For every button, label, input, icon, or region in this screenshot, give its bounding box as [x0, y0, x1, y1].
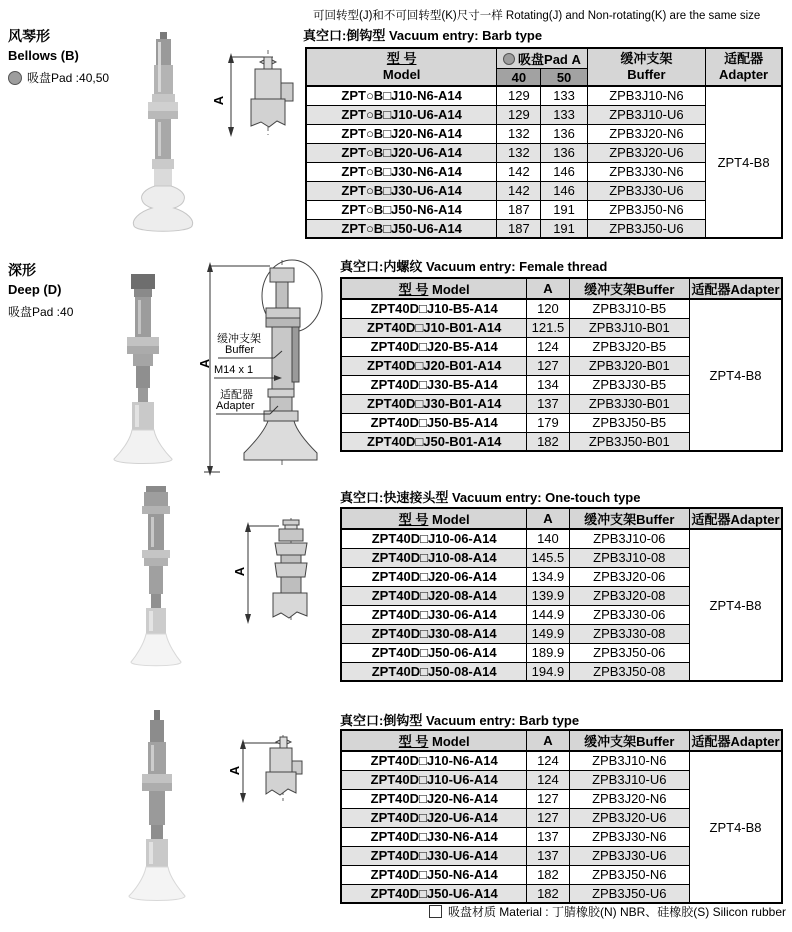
col-header-model: 型 号 Model — [341, 278, 527, 299]
cell-buffer: ZPB3J30-U6 — [587, 181, 705, 200]
cell-buffer: ZPB3J10-U6 — [569, 770, 690, 789]
table-one-touch — [340, 507, 783, 682]
product-photo-bellows — [128, 30, 198, 236]
cell-a: 137 — [527, 827, 569, 846]
cell-a: 145.5 — [527, 548, 569, 567]
col-header-adapter: 适配器 Adapter — [706, 48, 782, 86]
cell-model: ZPT○B□J10-U6-A14 — [306, 105, 497, 124]
table-row — [341, 299, 782, 318]
cell-model: ZPT40D□J10-06-A14 — [341, 529, 527, 548]
table-barb-bellows — [305, 47, 783, 239]
cell-a40: 142 — [497, 181, 541, 200]
pad-size-text: 吸盘Pad :40,50 — [27, 71, 110, 85]
cell-buffer: ZPB3J50-B01 — [569, 432, 690, 451]
cell-buffer: ZPB3J10-06 — [569, 529, 690, 548]
cell-buffer: ZPB3J20-U6 — [587, 143, 705, 162]
cell-model: ZPT40D□J20-B5-A14 — [341, 337, 527, 356]
cell-a50: 133 — [541, 105, 587, 124]
product-photo-one-touch — [130, 486, 182, 686]
cell-model: ZPT40D□J30-06-A14 — [341, 605, 527, 624]
cell-a: 134.9 — [527, 567, 569, 586]
cell-a: 140 — [527, 529, 569, 548]
cell-buffer: ZPB3J50-06 — [569, 643, 690, 662]
cell-a: 134 — [527, 375, 569, 394]
cell-model: ZPT40D□J30-B01-A14 — [341, 394, 527, 413]
cell-buffer: ZPB3J20-N6 — [569, 789, 690, 808]
cell-buffer: ZPB3J10-B01 — [569, 318, 690, 337]
cell-model: ZPT40D□J10-U6-A14 — [341, 770, 527, 789]
material-square-icon — [429, 905, 442, 918]
material-note-text: 吸盘材质 Material : 丁腈橡胶(N) NBR、硅橡胶(S) Silicon rubber — [447, 905, 786, 919]
cell-a: 124 — [527, 770, 569, 789]
cell-buffer: ZPB3J20-N6 — [587, 124, 705, 143]
cell-a: 120 — [527, 299, 569, 318]
cell-model: ZPT○B□J50-N6-A14 — [306, 200, 497, 219]
cell-model: ZPT40D□J20-U6-A14 — [341, 808, 527, 827]
col-header-a: A — [527, 278, 569, 299]
dim-a-label: A — [197, 358, 213, 369]
cell-a50: 146 — [541, 181, 587, 200]
adapter-value: ZPT4-B8 — [706, 86, 782, 238]
adapter-label-en: Adapter — [216, 400, 255, 412]
cell-model: ZPT40D□J50-U6-A14 — [341, 884, 527, 903]
col-header-adapter: 适配器Adapter — [690, 730, 782, 751]
cell-model: ZPT40D□J20-06-A14 — [341, 567, 527, 586]
cell-buffer: ZPB3J20-B5 — [569, 337, 690, 356]
cell-buffer: ZPB3J50-U6 — [569, 884, 690, 903]
cross-section-drawing-deep — [198, 256, 324, 482]
table-title-barb-bellows: 真空口:倒钩型 Vacuum entry: Barb type — [303, 28, 543, 43]
cell-buffer: ZPB3J30-B01 — [569, 394, 690, 413]
cell-model: ZPT40D□J20-N6-A14 — [341, 789, 527, 808]
cell-a: 127 — [527, 808, 569, 827]
material-note — [340, 903, 786, 920]
cell-buffer: ZPB3J20-B01 — [569, 356, 690, 375]
cell-a40: 129 — [497, 105, 541, 124]
cell-a: 127 — [527, 356, 569, 375]
table-row — [341, 529, 782, 548]
cell-a: 189.9 — [527, 643, 569, 662]
cell-a50: 133 — [541, 86, 587, 105]
table-title-female-thread: 真空口:内螺纹 Vacuum entry: Female thread — [340, 259, 608, 274]
pad-circle-icon — [8, 71, 22, 85]
cell-a40: 129 — [497, 86, 541, 105]
dim-a-label: A — [232, 566, 248, 577]
cell-buffer: ZPB3J10-08 — [569, 548, 690, 567]
cell-model: ZPT40D□J50-06-A14 — [341, 643, 527, 662]
cell-buffer: ZPB3J20-08 — [569, 586, 690, 605]
section-title-en: Bellows (B) — [8, 48, 79, 63]
cell-a: 124 — [527, 751, 569, 770]
cell-a50: 146 — [541, 162, 587, 181]
cell-a: 149.9 — [527, 624, 569, 643]
cell-a40: 132 — [497, 143, 541, 162]
section-title-cn: 风琴形 — [8, 28, 50, 44]
cell-a50: 136 — [541, 143, 587, 162]
cell-model: ZPT○B□J30-N6-A14 — [306, 162, 497, 181]
adapter-value: ZPT4-B8 — [690, 751, 782, 903]
cell-model: ZPT40D□J50-B5-A14 — [341, 413, 527, 432]
cell-model: ZPT40D□J30-B5-A14 — [341, 375, 527, 394]
dim-a-label: A — [227, 765, 243, 776]
cell-a40: 187 — [497, 219, 541, 238]
adapter-value: ZPT4-B8 — [690, 529, 782, 681]
cell-a: 182 — [527, 432, 569, 451]
cell-a: 182 — [527, 865, 569, 884]
cell-model: ZPT○B□J50-U6-A14 — [306, 219, 497, 238]
col-header-model: 型 号 Model — [306, 48, 497, 86]
cell-model: ZPT○B□J20-N6-A14 — [306, 124, 497, 143]
cell-model: ZPT40D□J50-08-A14 — [341, 662, 527, 681]
cell-model: ZPT○B□J30-U6-A14 — [306, 181, 497, 200]
rotating-note: 可回转型(J)和不可回转型(K)尺寸一样 Rotating(J) and Non-rotating(K) are the same size — [313, 10, 761, 22]
col-header-adapter: 适配器Adapter — [690, 508, 782, 529]
product-photo-deep — [106, 272, 180, 470]
dimension-drawing-bellows — [211, 45, 315, 140]
cell-model: ZPT○B□J10-N6-A14 — [306, 86, 497, 105]
col-header-model: 型 号 Model — [341, 730, 527, 751]
cell-buffer: ZPB3J20-U6 — [569, 808, 690, 827]
col-header-buffer: 缓冲支架Buffer — [569, 278, 690, 299]
col-header-a: A — [527, 508, 569, 529]
cell-a: 194.9 — [527, 662, 569, 681]
cell-buffer: ZPB3J50-B5 — [569, 413, 690, 432]
cell-buffer: ZPB3J20-06 — [569, 567, 690, 586]
cell-model: ZPT40D□J30-08-A14 — [341, 624, 527, 643]
col-header-buffer: 缓冲支架Buffer — [569, 730, 690, 751]
section-title-cn: 深形 — [8, 262, 36, 278]
cell-model: ZPT40D□J10-N6-A14 — [341, 751, 527, 770]
cell-a: 179 — [527, 413, 569, 432]
col-header-buffer: 缓冲支架 Buffer — [587, 48, 705, 86]
cell-buffer: ZPB3J50-U6 — [587, 219, 705, 238]
table-title-barb-deep: 真空口:倒钩型 Vacuum entry: Barb type — [340, 713, 580, 728]
cell-buffer: ZPB3J10-B5 — [569, 299, 690, 318]
col-header-pad-group: 吸盘Pad A — [497, 48, 587, 69]
cell-a40: 187 — [497, 200, 541, 219]
adapter-value: ZPT4-B8 — [690, 299, 782, 451]
cell-a: 127 — [527, 789, 569, 808]
table-title-one-touch: 真空口:快速接头型 Vacuum entry: One-touch type — [340, 490, 641, 505]
cell-buffer: ZPB3J30-U6 — [569, 846, 690, 865]
cell-a40: 142 — [497, 162, 541, 181]
cell-a: 137 — [527, 394, 569, 413]
cell-buffer: ZPB3J50-N6 — [569, 865, 690, 884]
dimension-drawing-barb-deep — [228, 735, 310, 807]
dim-a-label: A — [211, 95, 227, 106]
cell-model: ZPT40D□J50-B01-A14 — [341, 432, 527, 451]
table-row — [306, 86, 782, 105]
cell-model: ZPT40D□J20-B01-A14 — [341, 356, 527, 375]
cell-buffer: ZPB3J10-N6 — [569, 751, 690, 770]
col-header-model: 型 号 Model — [341, 508, 527, 529]
cell-model: ZPT40D□J10-B01-A14 — [341, 318, 527, 337]
cell-a: 121.5 — [527, 318, 569, 337]
cell-a: 124 — [527, 337, 569, 356]
cell-a50: 136 — [541, 124, 587, 143]
dimension-drawing-one-touch — [232, 516, 317, 628]
buffer-label-en: Buffer — [225, 344, 255, 356]
col-header-buffer: 缓冲支架Buffer — [569, 508, 690, 529]
col-header-a: A — [527, 730, 569, 751]
thread-label: M14 x 1 — [214, 364, 254, 376]
col-header-pad-40: 40 — [497, 69, 541, 87]
cell-buffer: ZPB3J50-08 — [569, 662, 690, 681]
col-header-pad-50: 50 — [541, 69, 587, 87]
cell-model: ZPT40D□J30-N6-A14 — [341, 827, 527, 846]
table-barb-deep — [340, 729, 783, 904]
cell-buffer: ZPB3J30-N6 — [569, 827, 690, 846]
table-row — [341, 751, 782, 770]
cell-a: 139.9 — [527, 586, 569, 605]
cell-model: ZPT○B□J20-U6-A14 — [306, 143, 497, 162]
cell-buffer: ZPB3J10-U6 — [587, 105, 705, 124]
cell-a: 137 — [527, 846, 569, 865]
cell-model: ZPT40D□J10-B5-A14 — [341, 299, 527, 318]
cell-model: ZPT40D□J50-N6-A14 — [341, 865, 527, 884]
cell-a50: 191 — [541, 200, 587, 219]
cell-model: ZPT40D□J30-U6-A14 — [341, 846, 527, 865]
cell-a40: 132 — [497, 124, 541, 143]
cell-buffer: ZPB3J30-N6 — [587, 162, 705, 181]
cell-buffer: ZPB3J30-08 — [569, 624, 690, 643]
pad-circle-icon — [503, 53, 515, 65]
buffer-label-cn: 缓冲支架 — [217, 333, 261, 345]
cell-a: 144.9 — [527, 605, 569, 624]
product-photo-barb-deep — [128, 710, 186, 910]
cell-model: ZPT40D□J20-08-A14 — [341, 586, 527, 605]
col-header-adapter: 适配器Adapter — [690, 278, 782, 299]
cell-buffer: ZPB3J10-N6 — [587, 86, 705, 105]
cell-buffer: ZPB3J30-06 — [569, 605, 690, 624]
cell-buffer: ZPB3J30-B5 — [569, 375, 690, 394]
section-title-en: Deep (D) — [8, 282, 62, 297]
table-female-thread — [340, 277, 783, 452]
cell-a50: 191 — [541, 219, 587, 238]
cell-buffer: ZPB3J50-N6 — [587, 200, 705, 219]
pad-size-text: 吸盘Pad :40 — [8, 305, 74, 319]
adapter-label-cn: 适配器 — [220, 389, 253, 401]
cell-a: 182 — [527, 884, 569, 903]
cell-model: ZPT40D□J10-08-A14 — [341, 548, 527, 567]
